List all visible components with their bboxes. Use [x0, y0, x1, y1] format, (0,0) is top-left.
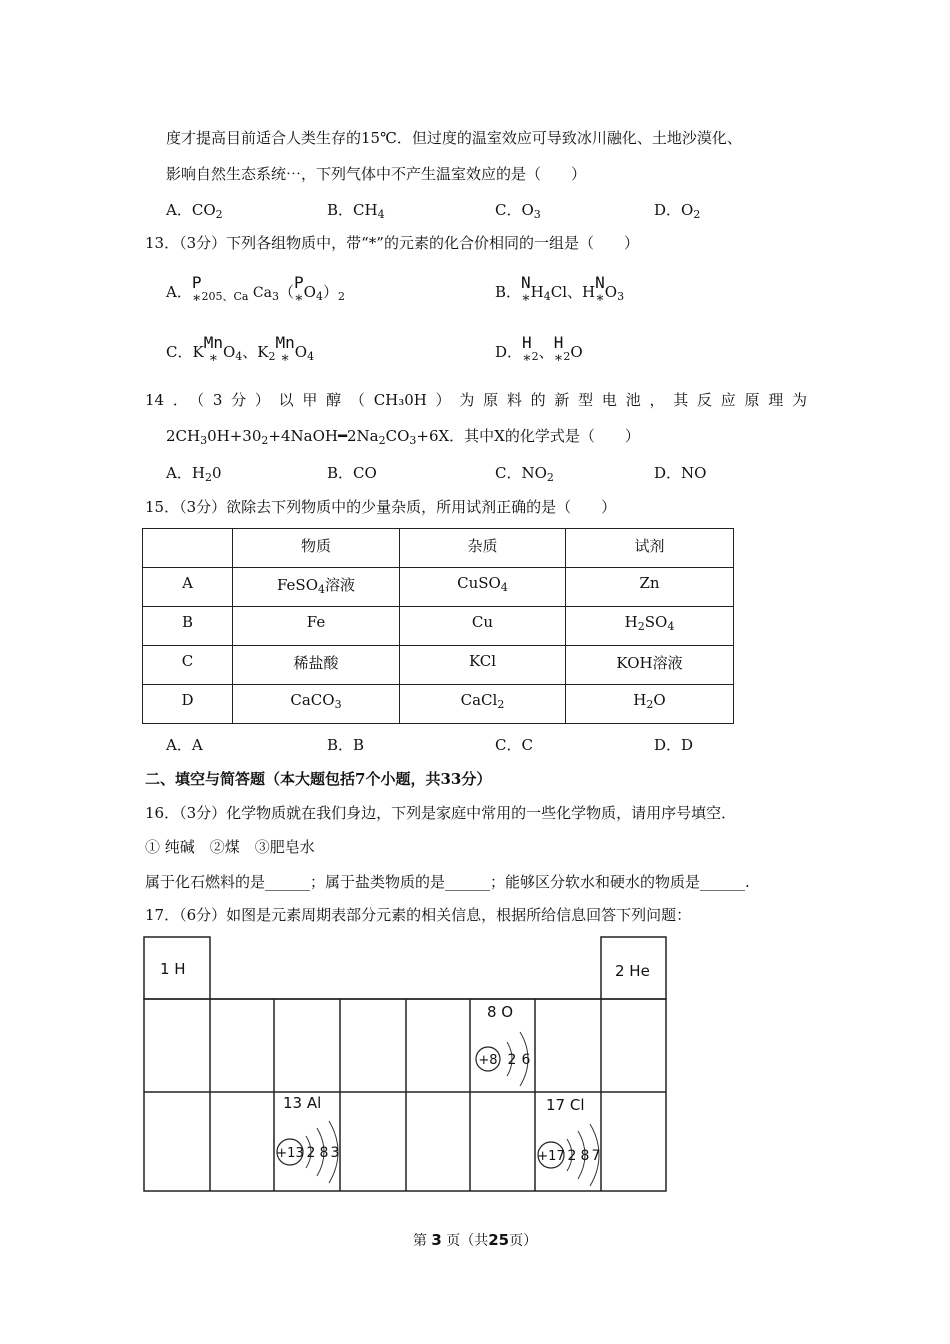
q17-stem: 17．（6分）如图是元素周期表部分元素的相关信息，根据所给信息回答下列问题：	[145, 906, 692, 924]
page-footer: 第 3 页（共25页）	[412, 1231, 538, 1249]
row-id: D	[143, 685, 233, 724]
q12-option-a: A．$CO_2$	[166, 201, 223, 221]
q13-option-b: B． N * $H_4Cl$、H N * $O_3$	[495, 273, 625, 309]
starred-element: Mn *	[203, 333, 223, 369]
electron-shell-arc	[578, 1131, 585, 1179]
shell-electrons: 2	[306, 1145, 316, 1161]
nucleus-charge: +8	[478, 1053, 498, 1068]
q14-option-a: A．$H_20$	[166, 464, 222, 484]
row-id: C	[143, 646, 233, 685]
shell-electrons: 7	[591, 1148, 601, 1164]
starred-element: H *	[553, 333, 564, 369]
q12-line2: 影响自然生态系统⋯，下列气体中不产生温室效应的是（ ）	[166, 165, 587, 183]
substance-cell: CaCO$_3$	[233, 685, 400, 724]
element-al: 13 Al	[283, 1094, 322, 1112]
impurity-cell: CaCl$_2$	[400, 685, 566, 724]
shell-electrons: 2	[507, 1052, 517, 1068]
q15-option-b: B．B	[327, 736, 365, 754]
aluminum-atom-diagram	[276, 1094, 339, 1183]
shell-electrons: 3	[330, 1145, 340, 1161]
shell-electrons: 8	[319, 1145, 329, 1161]
table-row	[143, 685, 734, 724]
electron-shell-arc	[520, 1032, 528, 1086]
shell-electrons: 6	[521, 1052, 531, 1068]
reagent-cell: $H_2O$	[566, 685, 734, 724]
q14-line1: 14．（3分）以甲醇（CH₃0H）为原料的新型电池，其反应原理为	[145, 391, 807, 409]
impurity-cell: Cu	[400, 607, 566, 646]
nucleus-circle	[277, 1139, 303, 1165]
reagent-cell: Zn	[566, 568, 734, 607]
element-he: 2 He	[615, 962, 650, 980]
q14-option-b: B．CO	[327, 464, 377, 482]
page-number: 3	[431, 1231, 442, 1249]
element-h: 1 H	[160, 960, 186, 978]
q12-option-c: C．$O_3$	[495, 201, 541, 221]
q13-stem: 13．（3分）下列各组物质中，带“*”的元素的化合价相同的一组是（ ）	[145, 234, 639, 252]
substance-cell: 稀盐酸	[233, 646, 400, 685]
starred-element: Mn *	[275, 333, 295, 369]
q12-option-b: B．$CH_4$	[327, 201, 385, 221]
electron-shell-arc	[590, 1124, 599, 1186]
substance-cell: FeSO$_4$溶液	[233, 568, 400, 607]
q12-option-d: D．$O_2$	[654, 201, 701, 221]
row-id: B	[143, 607, 233, 646]
nucleus-circle	[538, 1142, 564, 1168]
impurity-cell: CuSO$_4$	[400, 568, 566, 607]
table-row	[143, 607, 734, 646]
q16-fill-blanks: 属于化石燃料的是______；属于盐类物质的是______；能够区分软水和硬水的物质是______.	[145, 873, 750, 891]
row-id: A	[143, 568, 233, 607]
table-row	[143, 646, 734, 685]
q15-option-d: D．D	[654, 736, 694, 754]
q15-table	[142, 528, 734, 724]
shell-electrons: 2	[567, 1148, 577, 1164]
oxygen-atom-diagram	[476, 1003, 531, 1086]
starred-element: P *	[294, 273, 304, 309]
starred-element: H *	[522, 333, 532, 369]
q15-stem: 15．（3分）欲除去下列物质中的少量杂质，所用试剂正确的是（ ）	[145, 498, 617, 516]
periodic-table-grid	[144, 937, 666, 1191]
q13-option-a: A． P * $_{205、Ca}$ $Ca_3$（ P * $O_4)_2$	[166, 273, 345, 309]
nucleus-charge: +17	[537, 1149, 565, 1164]
table-header-cell	[143, 529, 233, 568]
q12-line1: 度才提高目前适合人类生存的15℃．但过度的温室效应可导致冰川融化、土地沙漠化、	[166, 129, 742, 147]
starred-element: P *	[191, 273, 202, 309]
nucleus-charge: +13	[276, 1146, 304, 1161]
electron-shell-arc	[507, 1042, 512, 1076]
q15-option-a: A．A	[166, 736, 203, 754]
reagent-cell: $H_2SO_4$	[566, 607, 734, 646]
element-o: 8 O	[487, 1003, 514, 1021]
starred-element: N *	[595, 273, 605, 309]
chlorine-atom-diagram	[537, 1096, 600, 1186]
starred-element: N *	[521, 273, 531, 309]
q16-items: ① 纯碱 ②煤 ③肥皂水	[145, 838, 315, 856]
electron-shell-arc	[329, 1121, 338, 1183]
table-header-cell: 物质	[233, 529, 400, 568]
q13-option-c: C．K Mn * $O_4$、$K_2$ Mn * $O_4$	[166, 333, 315, 369]
reagent-cell: KOH溶液	[566, 646, 734, 685]
q16-stem: 16．（3分）化学物质就在我们身边，下列是家庭中常用的一些化学物质，请用序号填空．	[145, 804, 737, 822]
electron-shell-arc	[567, 1139, 572, 1171]
nucleus-circle	[476, 1047, 500, 1071]
table-row	[143, 568, 734, 607]
section-title: 二、填空与简答题（本大题包括7个小题，共33分）	[145, 770, 492, 788]
total-pages: 25	[488, 1231, 510, 1249]
impurity-cell: KCl	[400, 646, 566, 685]
q14-line2: $2CH_30H+30_2+4NaOH━2Na_2CO_3+6X$．其中X的化学式是（ ）	[166, 427, 640, 447]
q15-option-c: C．C	[495, 736, 533, 754]
shell-electrons: 8	[580, 1148, 590, 1164]
electron-shell-arc	[317, 1128, 324, 1176]
electron-shell-arc	[306, 1136, 311, 1168]
q14-option-c: C．$NO_2$	[495, 464, 554, 484]
q14-option-d: D．NO	[654, 464, 707, 482]
table-header-cell: 试剂	[566, 529, 734, 568]
element-cl: 17 Cl	[546, 1096, 585, 1114]
q13-option-d: D． H * $_2$、 H * $_2$O	[495, 333, 583, 369]
substance-cell: Fe	[233, 607, 400, 646]
table-header-cell: 杂质	[400, 529, 566, 568]
table-header-row	[143, 529, 734, 568]
